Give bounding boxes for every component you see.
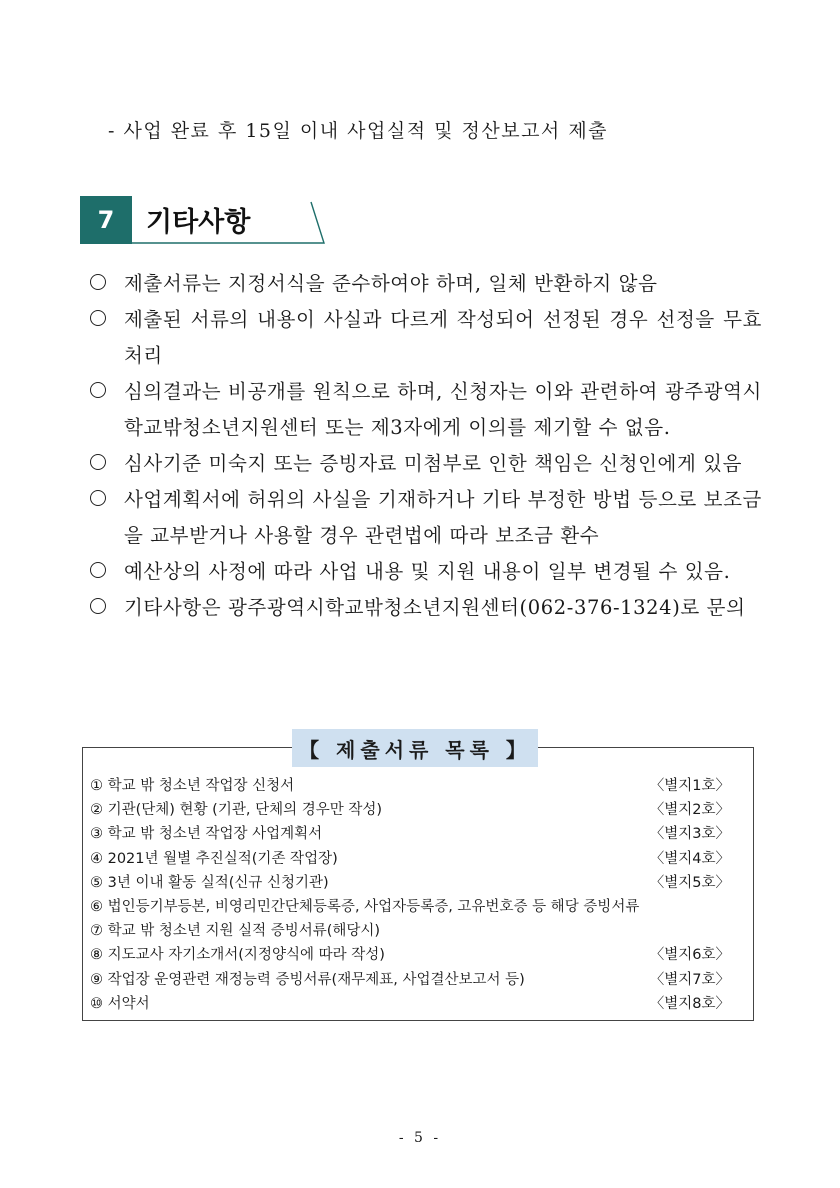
notice-item-text: 사업계획서에 허위의 사실을 기재하거나 기타 부정한 방법 등으로 보조금을 교부받거나 사용할 경우 관련법에 따라 보조금 환수 xyxy=(124,488,762,547)
document-name: ② 기관(단체) 현황 (기관, 단체의 경우만 작성) xyxy=(90,802,383,819)
notice-item xyxy=(90,446,762,482)
document-list xyxy=(90,774,730,1016)
top-line: - 사업 완료 후 15일 이내 사업실적 및 정산보고서 제출 xyxy=(108,120,609,142)
document-name: ⑩ 서약서 xyxy=(90,995,150,1012)
notice-list xyxy=(90,266,762,626)
notice-item-text: 제출된 서류의 내용이 사실과 다르게 작성되어 선정된 경우 선정을 무효 처리 xyxy=(124,308,762,367)
document-name: ⑦ 학교 밖 청소년 지원 실적 증빙서류(해당시) xyxy=(90,923,381,940)
notice-item xyxy=(90,302,762,374)
notice-item-text: 예산상의 사정에 따라 사업 내용 및 지원 내용이 일부 변경될 수 있음. xyxy=(124,560,731,583)
notice-item-text: 제출서류는 지정서식을 준수하여야 하며, 일체 반환하지 않음 xyxy=(124,272,658,295)
document-row xyxy=(90,895,730,919)
circle-bullet-icon xyxy=(90,490,106,506)
notice-item xyxy=(90,554,762,590)
circle-bullet-icon xyxy=(90,310,106,326)
document-list-title: 【 제출서류 목록 】 xyxy=(292,729,538,767)
circle-bullet-icon xyxy=(90,562,106,578)
form-reference: 〈별지7호〉 xyxy=(649,971,730,988)
document-row xyxy=(90,822,730,846)
notice-item-text: 심사기준 미숙지 또는 증빙자료 미첨부로 인한 책임은 신청인에게 있음 xyxy=(124,452,743,475)
notice-item-text: 심의결과는 비공개를 원칙으로 하며, 신청자는 이와 관련하여 광주광역시학교밖청소년지원센터 또는 제3자에게 이의를 제기할 수 없음. xyxy=(124,380,762,439)
document-row xyxy=(90,871,730,895)
document-row xyxy=(90,943,730,967)
document-row xyxy=(90,798,730,822)
document-name: ⑥ 법인등기부등본, 비영리민간단체등록증, 사업자등록증, 고유번호증 등 해당 증빙서류 xyxy=(90,898,640,915)
notice-item xyxy=(90,590,762,626)
document-row xyxy=(90,992,730,1016)
document-name: ⑧ 지도교사 자기소개서(지정양식에 따라 작성) xyxy=(90,947,385,964)
document-name: ⑤ 3년 이내 활동 실적(신규 신청기관) xyxy=(90,874,329,891)
notice-item xyxy=(90,266,762,302)
circle-bullet-icon xyxy=(90,274,106,290)
section-header xyxy=(80,196,330,248)
document-row xyxy=(90,968,730,992)
notice-item xyxy=(90,482,762,554)
document-row xyxy=(90,919,730,943)
document-row xyxy=(90,774,730,798)
circle-bullet-icon xyxy=(90,454,106,470)
document-row xyxy=(90,847,730,871)
form-reference: 〈별지5호〉 xyxy=(649,874,730,891)
document-name: ③ 학교 밖 청소년 작업장 사업계획서 xyxy=(90,826,323,843)
form-reference: 〈별지1호〉 xyxy=(649,778,730,794)
document-name: ① 학교 밖 청소년 작업장 신청서 xyxy=(90,778,295,794)
circle-bullet-icon xyxy=(90,598,106,614)
form-reference: 〈별지3호〉 xyxy=(649,826,730,843)
form-reference: 〈별지2호〉 xyxy=(649,802,730,819)
document-name: ④ 2021년 월별 추진실적(기존 작업장) xyxy=(90,850,338,867)
section-title: 기타사항 xyxy=(146,207,251,238)
document-name: ⑨ 작업장 운영관련 재정능력 증빙서류(재무제표, 사업결산보고서 등) xyxy=(90,971,525,988)
form-reference: 〈별지4호〉 xyxy=(649,850,730,867)
notice-item-text: 기타사항은 광주광역시학교밖청소년지원센터(062-376-1324)로 문의 xyxy=(124,596,746,619)
section-number: 7 xyxy=(97,206,115,234)
form-reference: 〈별지6호〉 xyxy=(649,947,730,964)
circle-bullet-icon xyxy=(90,382,106,398)
form-reference: 〈별지8호〉 xyxy=(649,995,730,1012)
notice-item xyxy=(90,374,762,446)
page-number: - 5 - xyxy=(398,1130,442,1146)
